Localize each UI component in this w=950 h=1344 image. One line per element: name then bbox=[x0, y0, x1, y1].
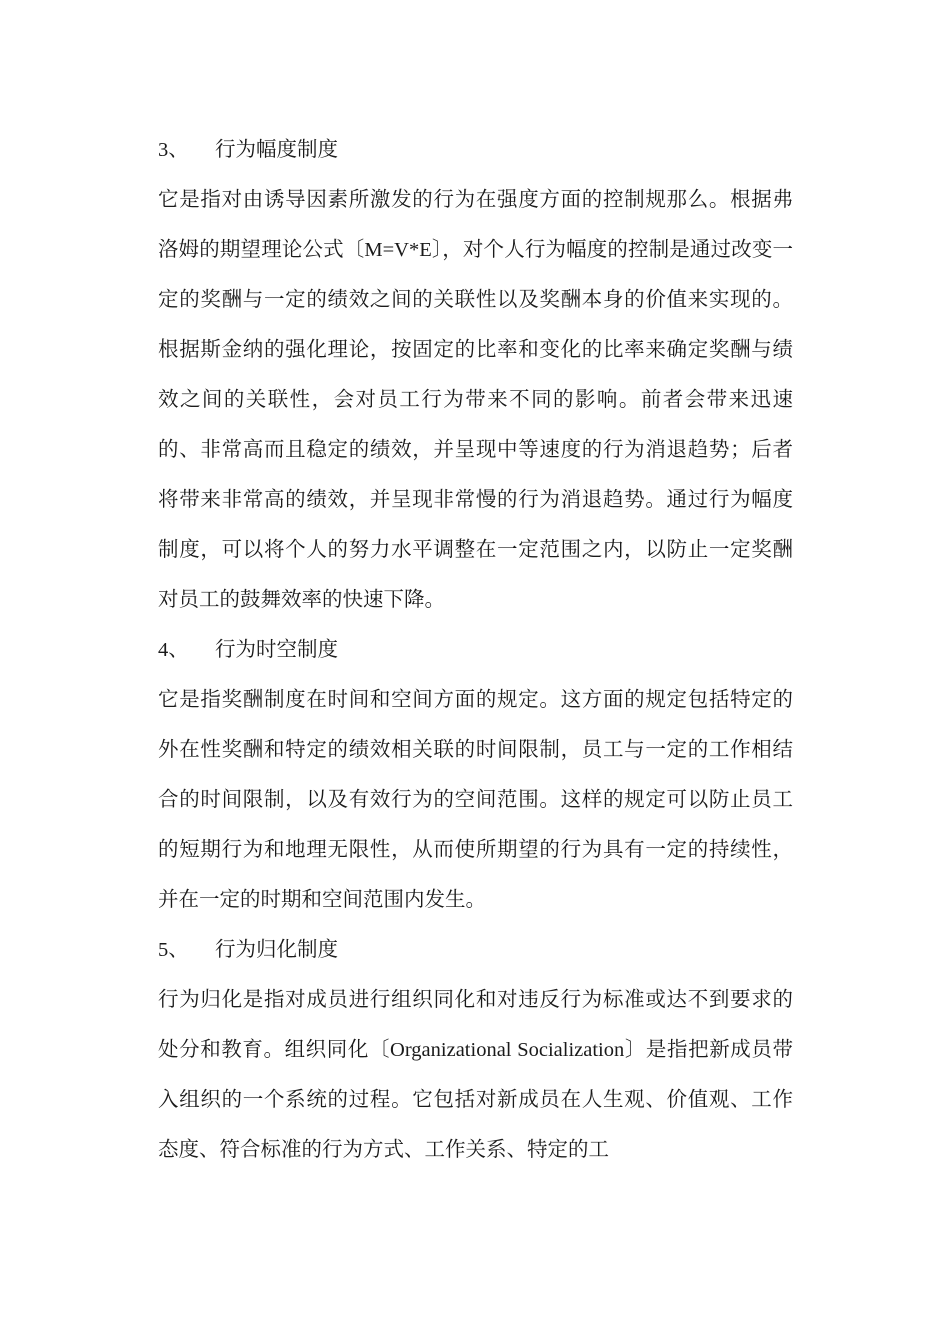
section-body-5: 行为归化是指对成员进行组织同化和对违反行为标准或达不到要求的处分和教育。组织同化〔Organizational Socialization〕是指把新成员带入组织的一个系统的过程。它包括对新成员在人生观、价值观、工作态度、符合标准的行为方式、工作关系、特定的工 bbox=[158, 989, 793, 1161]
section-title: 行为时空制度 bbox=[215, 639, 338, 661]
section-heading-5 bbox=[158, 925, 793, 975]
section-title: 行为幅度制度 bbox=[215, 139, 338, 161]
section-number: 5、 bbox=[158, 939, 189, 961]
section-heading-3 bbox=[158, 125, 793, 175]
section-body-3: 它是指对由诱导因素所激发的行为在强度方面的控制规那么。根据弗洛姆的期望理论公式〔M=V*E〕，对个人行为幅度的控制是通过改变一定的奖酬与一定的绩效之间的关联性以及奖酬本身的价值来实现的。根据斯金纳的强化理论，按固定的比率和变化的比率来确定奖酬与绩效之间的关联性，会对员工行为带来不同的影响。前者会带来迅速的、非常高而且稳定的绩效，并呈现中等速度的行为消退趋势；后者将带来非常高的绩效，并呈现非常慢的行为消退趋势。通过行为幅度制度，可以将个人的努力水平调整在一定范围之内，以防止一定奖酬对员工的鼓舞效率的快速下降。 bbox=[158, 189, 793, 611]
section-number: 3、 bbox=[158, 139, 189, 161]
section-number: 4、 bbox=[158, 639, 189, 661]
section-body-4: 它是指奖酬制度在时间和空间方面的规定。这方面的规定包括特定的外在性奖酬和特定的绩效相关联的时间限制，员工与一定的工作相结合的时间限制，以及有效行为的空间范围。这样的规定可以防止员工的短期行为和地理无限性，从而使所期望的行为具有一定的持续性，并在一定的时期和空间范围内发生。 bbox=[158, 689, 793, 911]
section-title: 行为归化制度 bbox=[215, 939, 338, 961]
document-page bbox=[158, 125, 793, 1175]
section-heading-4 bbox=[158, 625, 793, 675]
